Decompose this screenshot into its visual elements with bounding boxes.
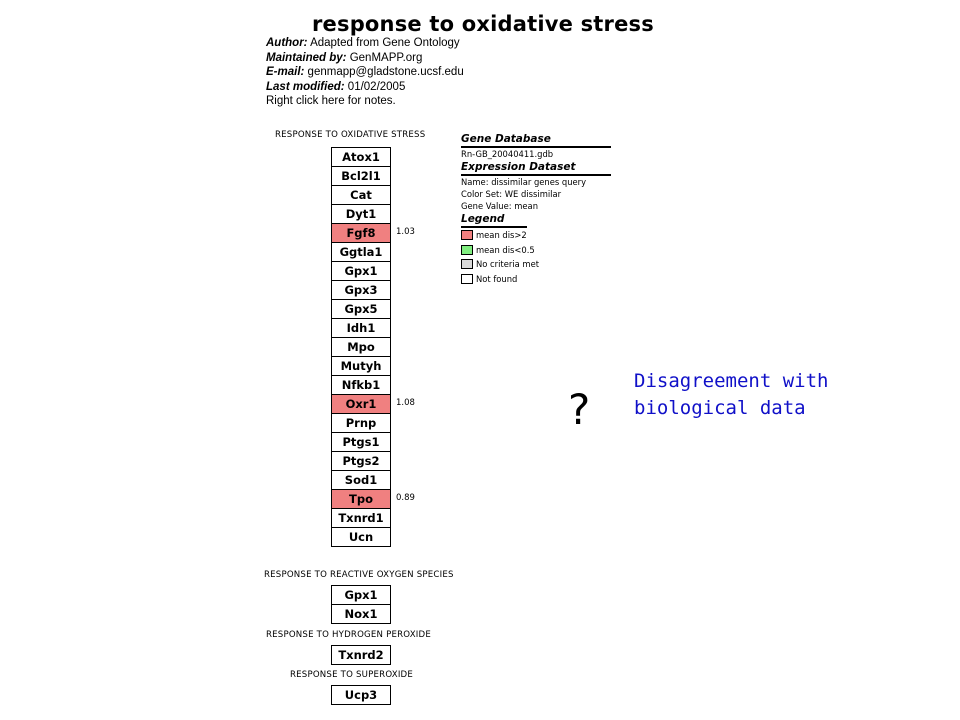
pathway-metadata [266, 36, 464, 109]
gene-database-value: Rn-GB_20040411.gdb [461, 149, 554, 159]
legend-heading: Legend [461, 213, 527, 228]
legend-item [461, 228, 611, 243]
gene-value-oxr1: 1.08 [396, 398, 415, 408]
legend-swatch [461, 274, 473, 284]
gene-box-mpo[interactable]: Mpo [331, 337, 391, 357]
legend-label: Not found [476, 273, 518, 284]
author-key: Author: [266, 37, 308, 49]
maintained-value: GenMAPP.org [349, 51, 423, 64]
modified-key: Last modified: [266, 80, 345, 93]
gene-box-prnp[interactable]: Prnp [331, 413, 391, 433]
gene-box-sod1[interactable]: Sod1 [331, 470, 391, 490]
gene-box-tpo[interactable]: Tpo [331, 489, 391, 509]
gene-box-atox1[interactable]: Atox1 [331, 147, 391, 167]
gene-box-fgf8[interactable]: Fgf8 [331, 223, 391, 243]
legend-swatch [461, 259, 473, 269]
gene-box-mutyh[interactable]: Mutyh [331, 356, 391, 376]
gene-box-nox1[interactable]: Nox1 [331, 604, 391, 624]
gene-box-txnrd2[interactable]: Txnrd2 [331, 645, 391, 665]
gene-column [331, 585, 391, 624]
question-mark: ? [568, 385, 591, 434]
info-panel [461, 132, 611, 286]
gene-box-nfkb1[interactable]: Nfkb1 [331, 375, 391, 395]
gene-box-gpx1[interactable]: Gpx1 [331, 261, 391, 281]
maintained-key: Maintained by: [266, 51, 347, 64]
section-label: RESPONSE TO REACTIVE OXYGEN SPECIES [264, 570, 454, 580]
legend-label: mean dis<0.5 [476, 244, 535, 255]
gene-box-gpx5[interactable]: Gpx5 [331, 299, 391, 319]
legend-item [461, 257, 611, 272]
legend-item [461, 272, 611, 287]
expression-color-set: Color Set: WE dissimilar [461, 189, 562, 199]
page-title: response to oxidative stress [312, 12, 654, 36]
expression-dataset-heading: Expression Dataset [461, 161, 611, 176]
section-label: RESPONSE TO OXIDATIVE STRESS [275, 130, 426, 140]
legend-list [461, 228, 611, 286]
gene-column [331, 147, 391, 547]
gene-database-heading: Gene Database [461, 133, 611, 148]
gene-column [331, 685, 391, 705]
gene-box-txnrd1[interactable]: Txnrd1 [331, 508, 391, 528]
email-row [266, 65, 464, 80]
legend-swatch [461, 245, 473, 255]
legend-label: No criteria met [476, 259, 540, 270]
notes-link[interactable]: Right click here for notes. [266, 95, 396, 107]
modified-row [266, 80, 464, 95]
section-label: RESPONSE TO HYDROGEN PEROXIDE [266, 630, 431, 640]
modified-value: 01/02/2005 [347, 80, 406, 93]
gene-box-idh1[interactable]: Idh1 [331, 318, 391, 338]
expression-name: Name: dissimilar genes query [461, 177, 587, 187]
gene-column [331, 645, 391, 665]
gene-box-gpx1[interactable]: Gpx1 [331, 585, 391, 605]
legend-label: mean dis>2 [476, 230, 527, 241]
email-value[interactable]: genmapp@gladstone.ucsf.edu [307, 66, 464, 78]
maintained-row [266, 51, 464, 66]
annotation-note: Disagreement with biological data [634, 370, 829, 419]
gene-box-ucn[interactable]: Ucn [331, 527, 391, 547]
email-key: E-mail: [266, 66, 305, 78]
gene-box-ucp3[interactable]: Ucp3 [331, 685, 391, 705]
gene-box-cat[interactable]: Cat [331, 185, 391, 205]
gene-box-bcl2l1[interactable]: Bcl2l1 [331, 166, 391, 186]
gene-value-tpo: 0.89 [396, 493, 415, 503]
expression-gene-value: Gene Value: mean [461, 201, 538, 211]
author-value: Adapted from Gene Ontology [310, 37, 460, 49]
legend-item [461, 243, 611, 258]
gene-box-dyt1[interactable]: Dyt1 [331, 204, 391, 224]
gene-box-gpx3[interactable]: Gpx3 [331, 280, 391, 300]
gene-box-oxr1[interactable]: Oxr1 [331, 394, 391, 414]
gene-box-ptgs2[interactable]: Ptgs2 [331, 451, 391, 471]
section-label: RESPONSE TO SUPEROXIDE [290, 670, 414, 680]
gene-box-ptgs1[interactable]: Ptgs1 [331, 432, 391, 452]
gene-box-ggtla1[interactable]: Ggtla1 [331, 242, 391, 262]
legend-swatch [461, 230, 473, 240]
author-row [266, 36, 464, 51]
gene-value-fgf8: 1.03 [396, 227, 415, 237]
